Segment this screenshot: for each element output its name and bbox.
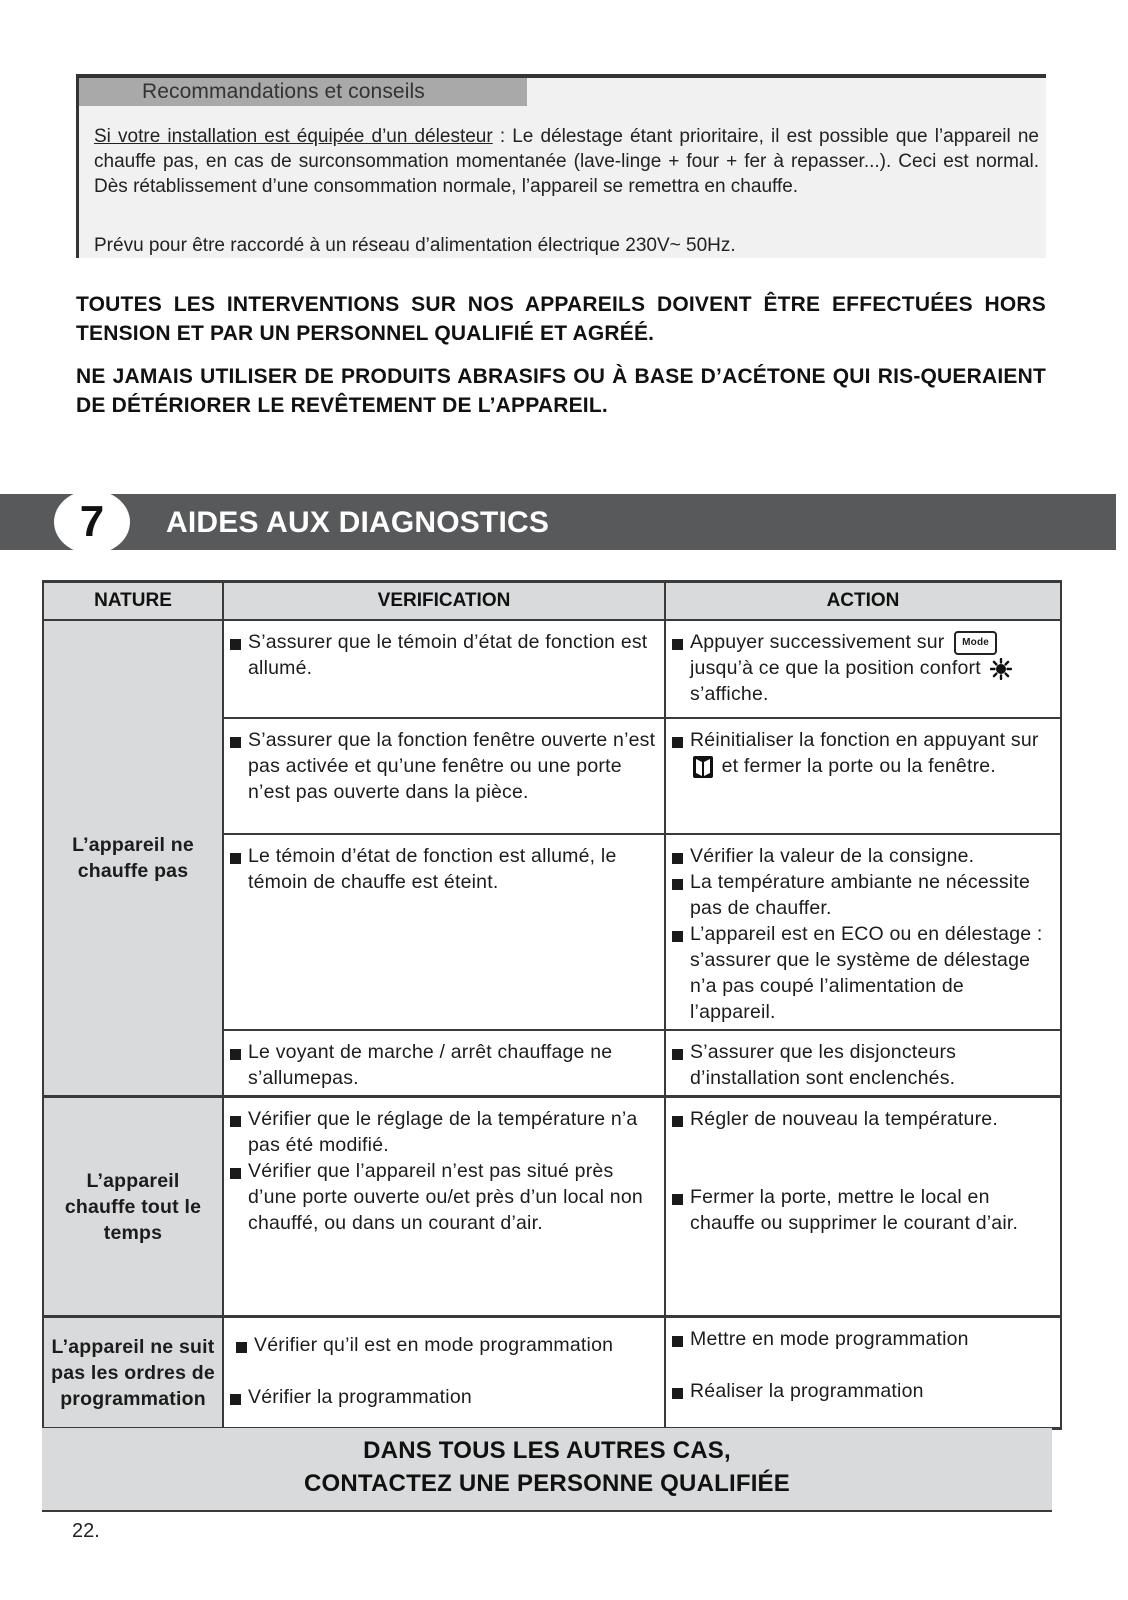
delester-condition: Si votre installation est équipée d’un délesteur [94,126,493,147]
list-item: Mettre en mode programmation [672,1326,1052,1352]
recommendations-paragraph-1 [94,124,1039,199]
warning-abrasives: NE JAMAIS UTILISER DE PRODUITS ABRASIFS OU À BASE D’ACÉTONE QUI RIS-QUERAIENT DE DÉTÉRIORER LE REVÊTEMENT DE L’APPAREIL. [76,365,1046,417]
list-item: Le voyant de marche / arrêt chauffage ne s’allumepas. [230,1039,656,1091]
section-number: 7 [79,497,105,546]
warning-interventions: TOUTES LES INTERVENTIONS SUR NOS APPAREILS DOIVENT ÊTRE EFFECTUÉES HORS TENSION ET PAR UN PERSONNEL QUALIFIÉ ET AGRÉÉ. [76,293,1046,345]
list-item: L’appareil est en ECO ou en délestage : s’assurer que le système de délestage n’a pas coupé l’alimentation de l’appareil. [672,921,1052,1025]
open-window-icon [692,754,714,780]
action-cell [665,1097,1061,1317]
footer-line-2: CONTACTEZ UNE PERSONNE QUALIFIÉE [304,1470,790,1497]
list-item: Vérifier que le réglage de la température n’a pas été modifié. [230,1106,656,1158]
list-item: Réaliser la programmation [672,1378,1052,1404]
verification-cell [223,1317,665,1429]
table-row [43,1097,1061,1317]
footer-line-1: DANS TOUS LES AUTRES CAS, [363,1437,731,1464]
action-cell [665,718,1061,834]
action-text: s’affiche. [690,683,769,705]
recommendations-paragraph-2: Prévu pour être raccordé à un réseau d’alimentation électrique 230V~ 50Hz. [94,235,736,256]
list-item: Vérifier la programmation [230,1384,656,1410]
recommendations-title: Recommandations et conseils [142,80,425,103]
list-item: Fermer la porte, mettre le local en chauffe ou supprimer le courant d’air. [672,1184,1052,1236]
action-text: jusqu’à ce que la position confort [690,657,981,679]
diagnostics-table [42,580,1062,1430]
table-row [43,1317,1061,1429]
section-title: AIDES AUX DIAGNOSTICS [166,506,550,539]
action-cell [665,620,1061,718]
table-header-row [43,582,1061,621]
action-text: et fermer la porte ou la fenêtre. [721,755,996,777]
verification-cell [223,834,665,1030]
verification-cell [223,1030,665,1097]
list-item: Le témoin d’état de fonction est allumé, le témoin de chauffe est éteint. [230,843,656,895]
list-item: S’assurer que la fonction fenêtre ouverte n’est pas activée et qu’une fenêtre ou une porte n’est pas ouverte dans la pièce. [230,727,656,805]
verification-cell [223,620,665,718]
action-text: Réinitialiser la fonction en appuyant sur [690,729,1039,751]
action-cell [665,834,1061,1030]
nature-no-heating: L’appareil ne chauffe pas [43,620,223,1097]
list-item [672,727,1052,780]
header-nature: NATURE [43,582,223,621]
list-item: Vérifier la valeur de la consigne. [672,843,1052,869]
list-item [672,629,1052,707]
nature-programming: L’appareil ne suit pas les ordres de programmation [43,1317,223,1429]
nature-always-heating: L’appareil chauffe tout le temps [43,1097,223,1317]
mode-button-icon: Mode [954,631,997,655]
list-item: La température ambiante ne nécessite pas de chauffer. [672,869,1052,921]
action-cell [665,1030,1061,1097]
sun-comfort-icon [990,658,1012,680]
header-verification: VERIFICATION [223,582,665,621]
action-text: Appuyer successivement sur [690,631,945,653]
list-item: S’assurer que le témoin d’état de fonction est allumé. [230,629,656,681]
list-item: S’assurer que les disjoncteurs d’installation sont enclenchés. [672,1039,1052,1091]
header-action: ACTION [665,582,1061,621]
list-item: Vérifier que l’appareil n’est pas situé près d’une porte ouverte ou/et près d’un local non chauffé, ou dans un courant d’air. [230,1158,656,1236]
list-item: Régler de nouveau la température. [672,1106,1052,1132]
table-row [43,620,1061,718]
delester-explanation: : Le délestage étant prioritaire, il est possible que l’appareil ne chauffe pas, en cas de surconsommation momentanée (lave-linge + four + fer à repasser...). Ceci est normal. Dès rétablissement d’une consommation normale, l’appareil se remettra en chauffe. [94,126,1039,197]
list-item: Vérifier qu’il est en mode programmation [236,1332,656,1358]
verification-cell [223,718,665,834]
action-cell [665,1317,1061,1429]
verification-cell [223,1097,665,1317]
page-number: 22. [72,1520,100,1542]
